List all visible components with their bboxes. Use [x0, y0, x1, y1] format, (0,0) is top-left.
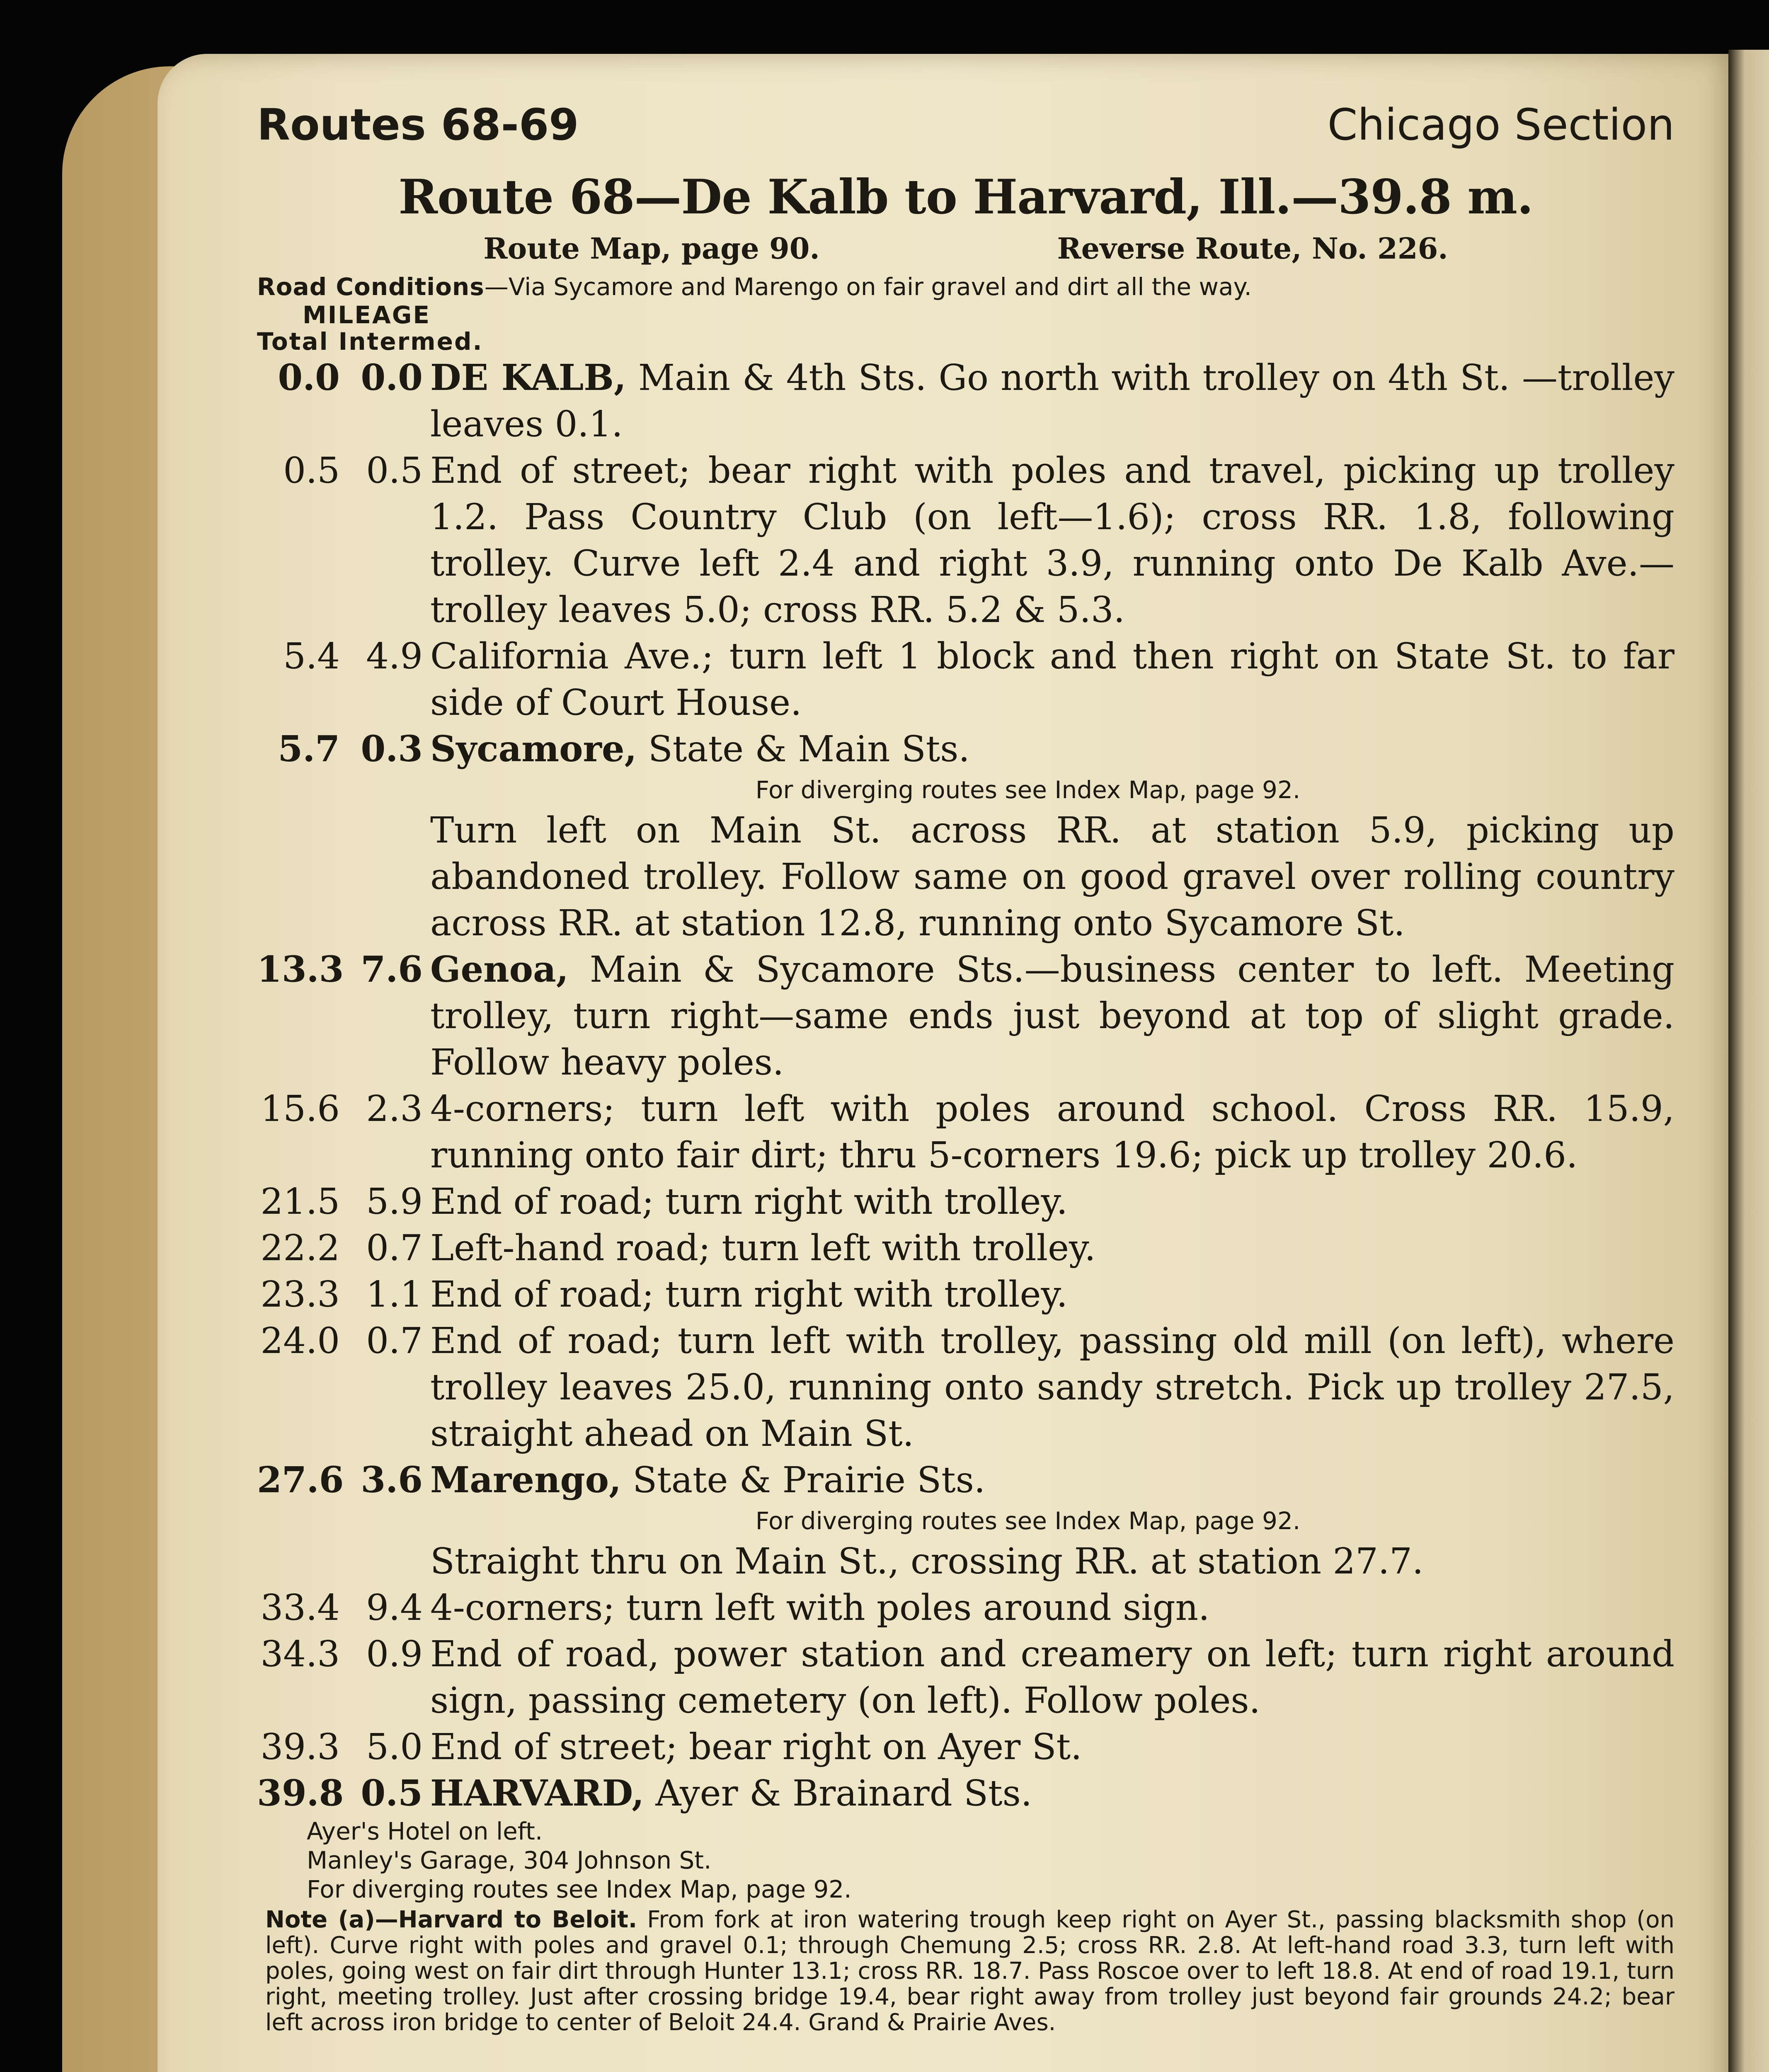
route-step	[257, 1179, 1674, 1225]
step-direction	[423, 1179, 1674, 1225]
step-direction	[423, 946, 1674, 1086]
route-68-title: Route 68—De Kalb to Harvard, Ill.—39.8 m.	[398, 169, 1533, 225]
intermediate-mileage: 5.9	[366, 1181, 423, 1222]
intermediate-mileage: 0.9	[366, 1634, 423, 1675]
total-mileage: 0.5	[283, 450, 340, 491]
step-text: Main & Sycamore Sts.—business center to left. Meeting trolley, turn right—same ends just beyond at top of slight grade. Follow heavy poles.	[430, 949, 1674, 1083]
total-mileage: 33.4	[260, 1587, 340, 1629]
step-direction	[423, 1770, 1674, 1817]
route-step	[257, 946, 1674, 1086]
step-text: End of street; bear right on Ayer St.	[430, 1726, 1082, 1768]
route-step	[257, 633, 1674, 726]
route-step	[257, 1225, 1674, 1271]
total-mileage: 13.3	[257, 949, 344, 990]
step-text: End of road, power station and creamery on left; turn right around sign, passing cemetery (on left). Follow poles.	[430, 1634, 1674, 1721]
route-68-refs	[257, 228, 1674, 269]
running-header	[257, 99, 1674, 162]
route-step	[257, 1585, 1674, 1631]
harvard-info-line: For diverging routes see Index Map, page 92.	[307, 1875, 852, 1903]
road-conditions-text: —Via Sycamore and Marengo on fair gravel and dirt all the way.	[484, 273, 1252, 301]
intermediate-mileage: 0.7	[366, 1227, 423, 1269]
intermediate-mileage: 2.3	[366, 1088, 423, 1130]
step-text: End of road; turn left with trolley, passing old mill (on left), where trolley leaves 25.0, running onto sandy stretch. Pick up trolley 27.5, straight ahead on Main St.	[430, 1320, 1674, 1455]
route-step	[257, 726, 1674, 772]
total-mileage: 23.3	[260, 1274, 340, 1315]
total-mileage: 22.2	[260, 1227, 340, 1269]
place-name: Sycamore,	[430, 728, 637, 770]
step-text: California Ave.; turn left 1 block and then right on State St. to far side of Court House.	[430, 636, 1674, 724]
diverging-routes-ref: For diverging routes see Index Map, page 92.	[755, 1507, 1301, 1535]
step-continuation: Turn left on Main St. across RR. at station 5.9, picking up abandoned trolley. Follow same on good gravel over rolling country across RR. at station 12.8, running onto Sycamore St.	[430, 810, 1674, 944]
mileage-label: MILEAGE	[303, 301, 431, 329]
step-direction	[423, 1086, 1674, 1179]
step-direction	[423, 1225, 1674, 1271]
step-text: State & Prairie Sts.	[621, 1460, 986, 1501]
intermediate-mileage: 0.3	[361, 728, 423, 770]
route-step	[257, 1271, 1674, 1318]
road-conditions	[257, 272, 1674, 302]
step-text: Main & 4th Sts. Go north with trolley on 4th St. —trolley leaves 0.1.	[430, 357, 1674, 445]
step-continuation: Straight thru on Main St., crossing RR. at station 27.7.	[430, 1541, 1424, 1582]
step-text: End of road; turn right with trolley.	[430, 1274, 1068, 1315]
total-mileage: 5.4	[283, 636, 340, 677]
note-label: Note (a)—Harvard to Beloit.	[265, 1906, 637, 1933]
intermediate-mileage: 3.6	[361, 1459, 423, 1501]
route-step	[257, 1770, 1674, 1817]
reverse-route-ref: Reverse Route, No. 226.	[1057, 231, 1448, 266]
total-mileage: 39.8	[257, 1772, 344, 1814]
step-direction	[423, 1318, 1674, 1457]
mileage-columns: Total Intermed.	[257, 327, 483, 356]
intermediate-mileage: 0.5	[366, 450, 423, 491]
step-direction	[423, 1585, 1674, 1631]
intermediate-mileage: 9.4	[366, 1587, 423, 1629]
step-text: End of street; bear right with poles and travel, picking up trolley 1.2. Pass Country Club (on left—1.6); cross RR. 1.8, following trolley. Curve left 2.4 and right 3.9, running onto De Kalb Ave.—trolley leaves 5.0; cross RR. 5.2 & 5.3.	[430, 450, 1674, 631]
step-direction	[423, 448, 1674, 633]
step-text: Ayer & Brainard Sts.	[644, 1773, 1032, 1814]
step-text: Left-hand road; turn left with trolley.	[430, 1227, 1096, 1269]
page-content	[257, 99, 1674, 2072]
route-map-ref: Route Map, page 90.	[483, 231, 820, 266]
route-68-steps	[257, 355, 1674, 1904]
facing-page-bleed-marks	[1741, 373, 1766, 2072]
place-name: DE KALB,	[430, 357, 626, 399]
place-name: HARVARD,	[430, 1772, 645, 1814]
diverging-routes-ref: For diverging routes see Index Map, page 92.	[755, 776, 1301, 804]
route-step	[257, 448, 1674, 633]
route-68-note	[257, 1907, 1674, 2036]
total-mileage: 21.5	[260, 1181, 340, 1222]
total-mileage: 0.0	[278, 357, 340, 399]
total-mileage: 39.3	[260, 1726, 340, 1768]
step-direction	[423, 355, 1674, 448]
intermediate-mileage: 5.0	[366, 1726, 423, 1768]
mileage-header	[257, 302, 1674, 355]
route-step	[257, 1318, 1674, 1457]
intermediate-mileage: 1.1	[366, 1274, 423, 1315]
intermediate-mileage: 0.7	[366, 1320, 423, 1362]
route-step	[257, 1724, 1674, 1770]
step-direction	[423, 1271, 1674, 1318]
intermediate-mileage: 7.6	[361, 949, 423, 990]
step-direction	[423, 726, 1674, 772]
step-text: State & Main Sts.	[637, 729, 970, 770]
step-direction	[423, 1631, 1674, 1724]
header-routes: Routes 68-69	[257, 99, 579, 150]
total-mileage: 34.3	[260, 1634, 340, 1675]
route-step	[257, 1457, 1674, 1503]
intermediate-mileage: 0.5	[361, 1772, 423, 1814]
step-direction	[423, 1724, 1674, 1770]
step-text: End of road; turn right with trolley.	[430, 1181, 1068, 1222]
note-text: From fork at iron watering trough keep right on Ayer St., passing blacksmith shop (on left). Curve right with poles and gravel 0.1; through Chemung 2.5; cross RR. 2.8. At left-hand road 3.3, turn left with poles, going west on fair dirt through Hunter 13.1; cross RR. 18.7. Pass Roscoe over to left 18.8. At end of road 19.1, turn right, meeting trolley. Just after crossing bridge 19.4, bear right away from trolley just beyond fair grounds 24.2; bear left across iron bridge to center of Beloit 24.4. Grand & Prairie Aves.	[265, 1906, 1674, 2036]
total-mileage: 27.6	[257, 1459, 344, 1501]
harvard-info-line: Ayer's Hotel on left.	[307, 1817, 543, 1845]
total-mileage: 15.6	[260, 1088, 340, 1130]
step-direction	[423, 1457, 1674, 1503]
place-name: Marengo,	[430, 1459, 621, 1501]
route-step	[257, 1631, 1674, 1724]
road-conditions-label: Road Conditions	[257, 273, 485, 301]
route-step	[257, 355, 1674, 448]
step-direction	[423, 633, 1674, 726]
header-section: Chicago Section	[1327, 99, 1674, 150]
place-name: Genoa,	[430, 949, 569, 990]
step-text: 4-corners; turn left with poles around school. Cross RR. 15.9, running onto fair dirt; thru 5-corners 19.6; pick up trolley 20.6.	[430, 1088, 1674, 1176]
step-text: 4-corners; turn left with poles around sign.	[430, 1587, 1210, 1629]
total-mileage: 24.0	[260, 1320, 340, 1362]
intermediate-mileage: 4.9	[366, 636, 423, 677]
intermediate-mileage: 0.0	[361, 357, 423, 399]
harvard-info-line: Manley's Garage, 304 Johnson St.	[307, 1846, 712, 1874]
total-mileage: 5.7	[278, 728, 340, 770]
route-step	[257, 1086, 1674, 1179]
